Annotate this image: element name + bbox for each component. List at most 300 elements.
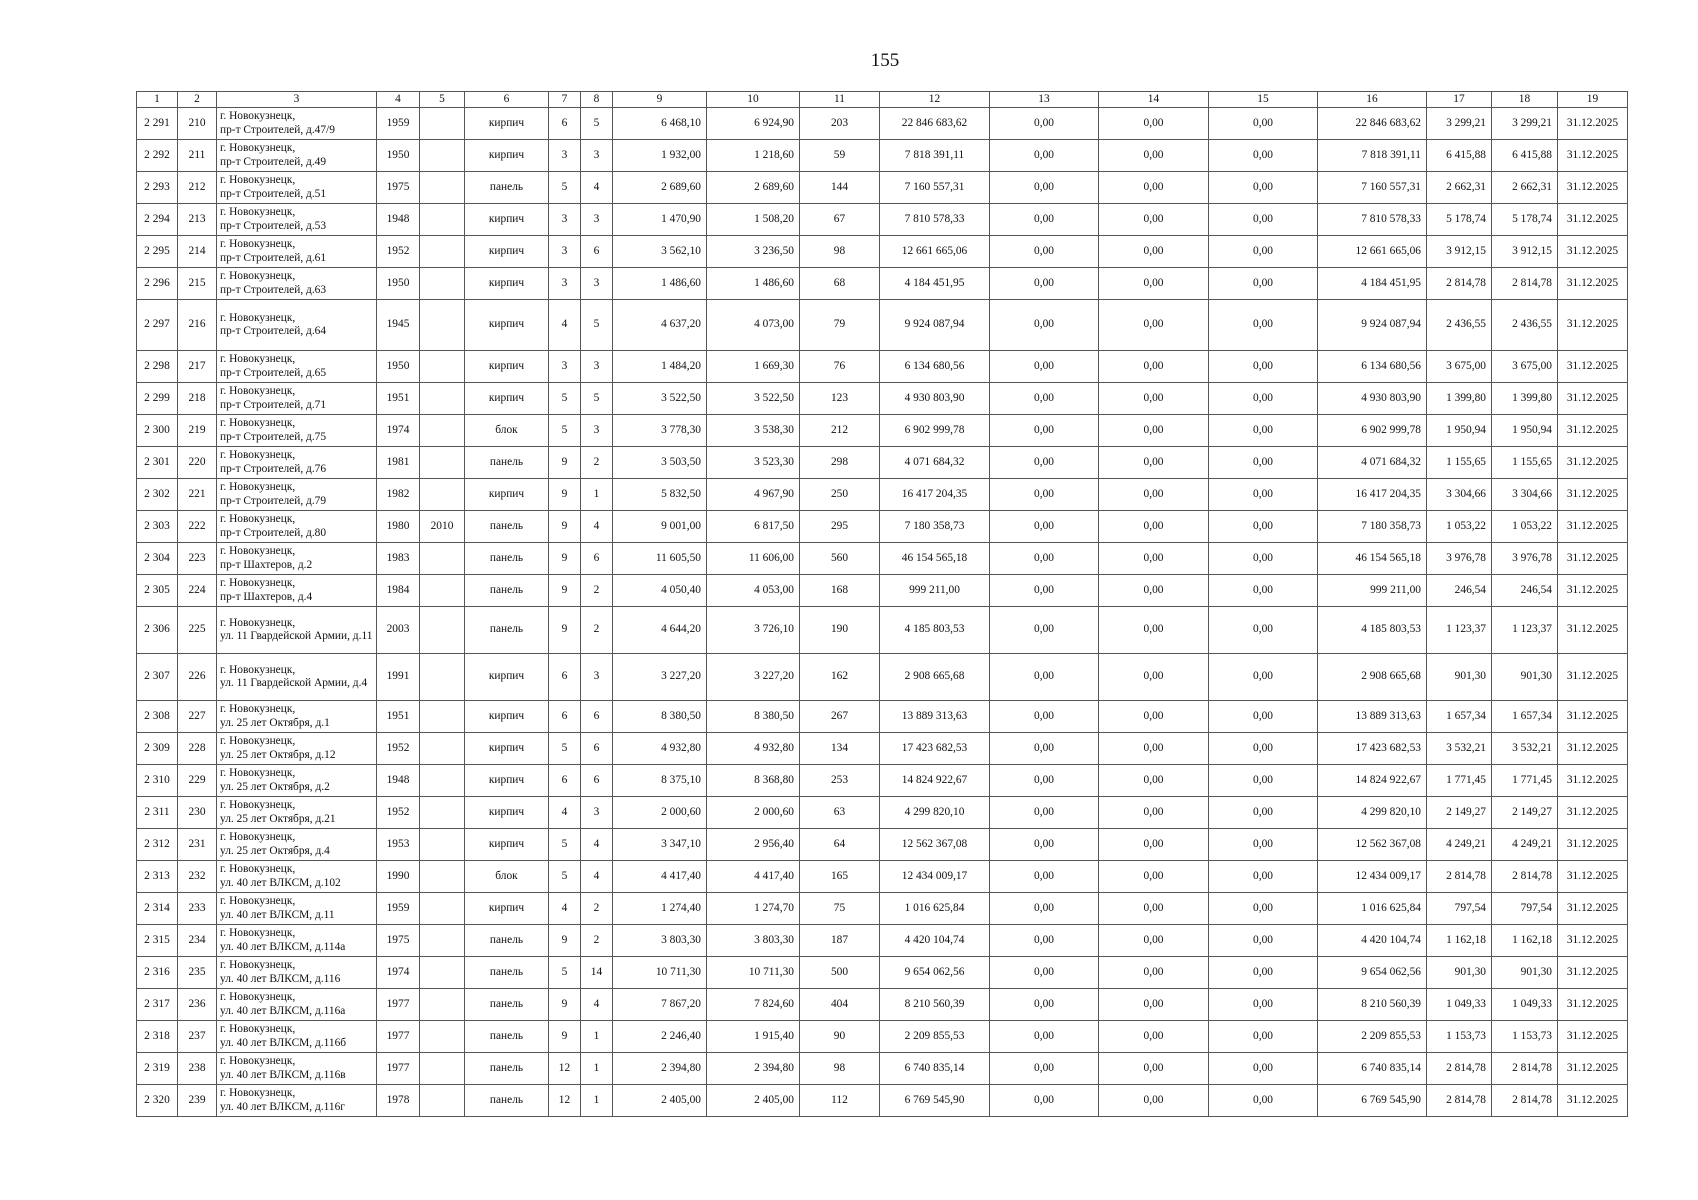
table-row — [137, 701, 1628, 733]
cell-floors: 4 — [549, 300, 581, 351]
cell-col14: 0,00 — [1099, 607, 1209, 654]
table-row — [137, 204, 1628, 236]
cell-col15: 0,00 — [1209, 861, 1318, 893]
cell-col13: 0,00 — [990, 1053, 1099, 1085]
cell-col18: 3 912,15 — [1492, 236, 1558, 268]
cell-col10: 4 932,80 — [707, 733, 800, 765]
cell-col13: 0,00 — [990, 447, 1099, 479]
cell-col17: 1 153,73 — [1427, 1021, 1492, 1053]
cell-col13: 0,00 — [990, 383, 1099, 415]
cell-floors: 6 — [549, 701, 581, 733]
address-city: г. Новокузнецк, — [220, 417, 296, 430]
table-row — [137, 607, 1628, 654]
cell-col19: 31.12.2025 — [1558, 829, 1628, 861]
cell-col15: 0,00 — [1209, 607, 1318, 654]
cell-col5 — [420, 1085, 465, 1117]
address-city: г. Новокузнецк, — [220, 110, 296, 123]
cell-col15: 0,00 — [1209, 797, 1318, 829]
cell-record-number: 2 317 — [137, 989, 178, 1021]
cell-col14: 0,00 — [1099, 351, 1209, 383]
cell-col18: 1 162,18 — [1492, 925, 1558, 957]
cell-col10: 8 380,50 — [707, 701, 800, 733]
cell-col14: 0,00 — [1099, 300, 1209, 351]
cell-col19: 31.12.2025 — [1558, 797, 1628, 829]
cell-col16: 4 185 803,53 — [1318, 607, 1427, 654]
cell-wall-material: кирпич — [465, 204, 549, 236]
cell-col10: 8 368,80 — [707, 765, 800, 797]
cell-residents: 404 — [800, 989, 880, 1021]
cell-residents: 144 — [800, 172, 880, 204]
cell-col18: 3 304,66 — [1492, 479, 1558, 511]
cell-residents: 68 — [800, 268, 880, 300]
table-row — [137, 1021, 1628, 1053]
cell-col18: 246,54 — [1492, 575, 1558, 607]
cell-col15: 0,00 — [1209, 300, 1318, 351]
cell-residents: 162 — [800, 654, 880, 701]
table-row — [137, 300, 1628, 351]
cell-record-number: 2 320 — [137, 1085, 178, 1117]
cell-col18: 2 814,78 — [1492, 1085, 1558, 1117]
cell-address — [217, 957, 377, 989]
cell-floors: 3 — [549, 268, 581, 300]
column-header: 2 — [178, 92, 217, 108]
cell-col10: 3 236,50 — [707, 236, 800, 268]
table-row — [137, 383, 1628, 415]
cell-item-number: 217 — [178, 351, 217, 383]
cell-year-built: 1953 — [377, 829, 420, 861]
table-row — [137, 733, 1628, 765]
cell-col10: 2 405,00 — [707, 1085, 800, 1117]
cell-col10: 1 218,60 — [707, 140, 800, 172]
cell-col19: 31.12.2025 — [1558, 925, 1628, 957]
cell-address — [217, 925, 377, 957]
table-row — [137, 1053, 1628, 1085]
cell-item-number: 220 — [178, 447, 217, 479]
table-row — [137, 893, 1628, 925]
cell-col9: 5 832,50 — [613, 479, 707, 511]
cell-col13: 0,00 — [990, 733, 1099, 765]
cell-col16: 6 902 999,78 — [1318, 415, 1427, 447]
cell-col10: 1 669,30 — [707, 351, 800, 383]
cell-col16: 4 299 820,10 — [1318, 797, 1427, 829]
cell-col17: 1 053,22 — [1427, 511, 1492, 543]
address-street: пр-т Строителей, д.64 — [220, 325, 327, 337]
cell-col16: 4 420 104,74 — [1318, 925, 1427, 957]
cell-year-built: 1975 — [377, 925, 420, 957]
cell-col13: 0,00 — [990, 108, 1099, 140]
cell-col16: 2 209 855,53 — [1318, 1021, 1427, 1053]
table-row — [137, 829, 1628, 861]
cell-entrances: 6 — [581, 543, 613, 575]
cell-wall-material: панель — [465, 1085, 549, 1117]
cell-col9: 7 867,20 — [613, 989, 707, 1021]
column-header: 19 — [1558, 92, 1628, 108]
cell-col18: 3 299,21 — [1492, 108, 1558, 140]
cell-col9: 6 468,10 — [613, 108, 707, 140]
cell-item-number: 216 — [178, 300, 217, 351]
cell-record-number: 2 292 — [137, 140, 178, 172]
cell-record-number: 2 299 — [137, 383, 178, 415]
cell-col9: 10 711,30 — [613, 957, 707, 989]
cell-floors: 9 — [549, 607, 581, 654]
cell-entrances: 2 — [581, 575, 613, 607]
cell-year-built: 1982 — [377, 479, 420, 511]
cell-item-number: 236 — [178, 989, 217, 1021]
cell-wall-material: панель — [465, 1021, 549, 1053]
cell-col5 — [420, 575, 465, 607]
cell-col15: 0,00 — [1209, 383, 1318, 415]
cell-address — [217, 701, 377, 733]
cell-col14: 0,00 — [1099, 108, 1209, 140]
cell-record-number: 2 306 — [137, 607, 178, 654]
cell-wall-material: панель — [465, 1053, 549, 1085]
cell-col19: 31.12.2025 — [1558, 236, 1628, 268]
cell-record-number: 2 319 — [137, 1053, 178, 1085]
cell-col18: 4 249,21 — [1492, 829, 1558, 861]
cell-col19: 31.12.2025 — [1558, 479, 1628, 511]
cell-wall-material: кирпич — [465, 140, 549, 172]
cell-col5 — [420, 236, 465, 268]
cell-col5 — [420, 989, 465, 1021]
cell-item-number: 226 — [178, 654, 217, 701]
cell-entrances: 2 — [581, 447, 613, 479]
address-street: пр-т Строителей, д.53 — [220, 219, 327, 232]
cell-residents: 64 — [800, 829, 880, 861]
cell-col15: 0,00 — [1209, 701, 1318, 733]
cell-record-number: 2 291 — [137, 108, 178, 140]
cell-col18: 797,54 — [1492, 893, 1558, 925]
address-city: г. Новокузнецк, — [220, 353, 296, 366]
cell-col5 — [420, 204, 465, 236]
cell-item-number: 214 — [178, 236, 217, 268]
address-street: ул. 11 Гвардейской Армии, д.11 — [220, 630, 373, 642]
table-row — [137, 351, 1628, 383]
cell-col12: 7 160 557,31 — [880, 172, 990, 204]
cell-col9: 3 803,30 — [613, 925, 707, 957]
cell-item-number: 235 — [178, 957, 217, 989]
cell-col9: 1 484,20 — [613, 351, 707, 383]
cell-wall-material: панель — [465, 607, 549, 654]
cell-col14: 0,00 — [1099, 1053, 1209, 1085]
cell-entrances: 14 — [581, 957, 613, 989]
cell-col12: 4 185 803,53 — [880, 607, 990, 654]
cell-year-built: 1951 — [377, 383, 420, 415]
cell-col18: 2 814,78 — [1492, 268, 1558, 300]
cell-record-number: 2 300 — [137, 415, 178, 447]
address-street: пр-т Строителей, д.76 — [220, 462, 327, 475]
cell-col19: 31.12.2025 — [1558, 893, 1628, 925]
table-row — [137, 543, 1628, 575]
cell-address — [217, 268, 377, 300]
address-street: ул. 40 лет ВЛКСМ, д.114а — [220, 940, 346, 953]
table-row — [137, 140, 1628, 172]
cell-col12: 4 930 803,90 — [880, 383, 990, 415]
cell-col14: 0,00 — [1099, 829, 1209, 861]
cell-col5 — [420, 1053, 465, 1085]
cell-col10: 11 606,00 — [707, 543, 800, 575]
address-street: пр-т Строителей, д.75 — [220, 430, 327, 443]
cell-col12: 4 420 104,74 — [880, 925, 990, 957]
cell-address — [217, 383, 377, 415]
cell-col18: 1 657,34 — [1492, 701, 1558, 733]
cell-residents: 168 — [800, 575, 880, 607]
cell-wall-material: кирпич — [465, 733, 549, 765]
cell-col14: 0,00 — [1099, 415, 1209, 447]
address-street: пр-т Строителей, д.51 — [220, 187, 327, 200]
cell-col9: 1 486,60 — [613, 268, 707, 300]
cell-col12: 9 924 087,94 — [880, 300, 990, 351]
cell-record-number: 2 307 — [137, 654, 178, 701]
cell-col19: 31.12.2025 — [1558, 300, 1628, 351]
cell-col14: 0,00 — [1099, 236, 1209, 268]
cell-entrances: 5 — [581, 300, 613, 351]
cell-address — [217, 415, 377, 447]
cell-col14: 0,00 — [1099, 654, 1209, 701]
cell-col13: 0,00 — [990, 140, 1099, 172]
cell-col18: 3 532,21 — [1492, 733, 1558, 765]
address-street: ул. 25 лет Октября, д.4 — [220, 844, 330, 857]
address-street: ул. 11 Гвардейской Армии, д.4 — [220, 677, 368, 689]
cell-col18: 1 053,22 — [1492, 511, 1558, 543]
cell-col17: 2 662,31 — [1427, 172, 1492, 204]
cell-col15: 0,00 — [1209, 1053, 1318, 1085]
cell-col9: 4 417,40 — [613, 861, 707, 893]
cell-floors: 5 — [549, 172, 581, 204]
cell-col13: 0,00 — [990, 989, 1099, 1021]
cell-col12: 2 908 665,68 — [880, 654, 990, 701]
cell-wall-material: кирпич — [465, 300, 549, 351]
column-header: 16 — [1318, 92, 1427, 108]
cell-col12: 17 423 682,53 — [880, 733, 990, 765]
address-street: пр-т Строителей, д.71 — [220, 398, 327, 411]
cell-col9: 3 522,50 — [613, 383, 707, 415]
cell-col16: 6 740 835,14 — [1318, 1053, 1427, 1085]
cell-residents: 298 — [800, 447, 880, 479]
table-row — [137, 925, 1628, 957]
cell-col5 — [420, 829, 465, 861]
table-row — [137, 1085, 1628, 1117]
cell-col12: 7 818 391,11 — [880, 140, 990, 172]
cell-col18: 2 662,31 — [1492, 172, 1558, 204]
column-header: 7 — [549, 92, 581, 108]
cell-residents: 295 — [800, 511, 880, 543]
cell-col16: 7 180 358,73 — [1318, 511, 1427, 543]
cell-item-number: 232 — [178, 861, 217, 893]
cell-col18: 3 675,00 — [1492, 351, 1558, 383]
cell-col19: 31.12.2025 — [1558, 1085, 1628, 1117]
cell-wall-material: кирпич — [465, 797, 549, 829]
column-header: 6 — [465, 92, 549, 108]
table-row — [137, 797, 1628, 829]
cell-col12: 7 180 358,73 — [880, 511, 990, 543]
cell-col5 — [420, 893, 465, 925]
cell-col17: 2 814,78 — [1427, 861, 1492, 893]
cell-col15: 0,00 — [1209, 893, 1318, 925]
cell-residents: 67 — [800, 204, 880, 236]
cell-col16: 999 211,00 — [1318, 575, 1427, 607]
cell-floors: 5 — [549, 829, 581, 861]
cell-col18: 1 155,65 — [1492, 447, 1558, 479]
address-street: пр-т Строителей, д.61 — [220, 251, 327, 264]
cell-address — [217, 733, 377, 765]
table-row — [137, 479, 1628, 511]
cell-entrances: 6 — [581, 733, 613, 765]
cell-col9: 4 932,80 — [613, 733, 707, 765]
cell-floors: 5 — [549, 733, 581, 765]
cell-col14: 0,00 — [1099, 575, 1209, 607]
cell-item-number: 234 — [178, 925, 217, 957]
cell-col10: 3 523,30 — [707, 447, 800, 479]
cell-col16: 7 810 578,33 — [1318, 204, 1427, 236]
cell-col12: 16 417 204,35 — [880, 479, 990, 511]
address-street: ул. 40 лет ВЛКСМ, д.116г — [220, 1100, 345, 1113]
cell-col13: 0,00 — [990, 415, 1099, 447]
cell-entrances: 2 — [581, 607, 613, 654]
cell-col16: 22 846 683,62 — [1318, 108, 1427, 140]
cell-residents: 212 — [800, 415, 880, 447]
cell-floors: 9 — [549, 925, 581, 957]
cell-col5 — [420, 733, 465, 765]
cell-col17: 1 162,18 — [1427, 925, 1492, 957]
cell-residents: 187 — [800, 925, 880, 957]
page-number: 155 — [870, 50, 900, 71]
cell-floors: 3 — [549, 140, 581, 172]
cell-col17: 1 657,34 — [1427, 701, 1492, 733]
cell-col14: 0,00 — [1099, 893, 1209, 925]
cell-item-number: 238 — [178, 1053, 217, 1085]
column-header: 5 — [420, 92, 465, 108]
cell-col16: 17 423 682,53 — [1318, 733, 1427, 765]
cell-col18: 1 950,94 — [1492, 415, 1558, 447]
cell-col16: 9 924 087,94 — [1318, 300, 1427, 351]
cell-residents: 98 — [800, 1053, 880, 1085]
cell-col16: 46 154 565,18 — [1318, 543, 1427, 575]
cell-col12: 4 184 451,95 — [880, 268, 990, 300]
address-city: г. Новокузнецк, — [220, 863, 296, 876]
cell-col10: 3 522,50 — [707, 383, 800, 415]
cell-record-number: 2 295 — [137, 236, 178, 268]
cell-floors: 9 — [549, 479, 581, 511]
cell-col14: 0,00 — [1099, 268, 1209, 300]
cell-entrances: 4 — [581, 829, 613, 861]
cell-col17: 3 299,21 — [1427, 108, 1492, 140]
cell-address — [217, 654, 377, 701]
cell-col12: 12 562 367,08 — [880, 829, 990, 861]
cell-wall-material: панель — [465, 172, 549, 204]
cell-address — [217, 829, 377, 861]
cell-col14: 0,00 — [1099, 204, 1209, 236]
cell-residents: 253 — [800, 765, 880, 797]
cell-col15: 0,00 — [1209, 765, 1318, 797]
cell-col13: 0,00 — [990, 925, 1099, 957]
cell-col18: 1 049,33 — [1492, 989, 1558, 1021]
cell-col15: 0,00 — [1209, 543, 1318, 575]
cell-col10: 4 417,40 — [707, 861, 800, 893]
cell-entrances: 2 — [581, 893, 613, 925]
cell-col14: 0,00 — [1099, 140, 1209, 172]
cell-record-number: 2 318 — [137, 1021, 178, 1053]
cell-entrances: 4 — [581, 172, 613, 204]
cell-col13: 0,00 — [990, 575, 1099, 607]
cell-col18: 2 436,55 — [1492, 300, 1558, 351]
header-row — [137, 92, 1628, 108]
cell-wall-material: блок — [465, 861, 549, 893]
housing-registry-table — [136, 91, 1628, 1117]
address-city: г. Новокузнецк, — [220, 927, 296, 940]
cell-col10: 3 227,20 — [707, 654, 800, 701]
cell-col14: 0,00 — [1099, 957, 1209, 989]
cell-col19: 31.12.2025 — [1558, 351, 1628, 383]
address-city: г. Новокузнецк, — [220, 616, 296, 629]
cell-entrances: 1 — [581, 1085, 613, 1117]
cell-col16: 1 016 625,84 — [1318, 893, 1427, 925]
cell-col19: 31.12.2025 — [1558, 989, 1628, 1021]
cell-col13: 0,00 — [990, 268, 1099, 300]
cell-col15: 0,00 — [1209, 957, 1318, 989]
cell-col9: 4 644,20 — [613, 607, 707, 654]
cell-col9: 3 562,10 — [613, 236, 707, 268]
cell-col16: 4 071 684,32 — [1318, 447, 1427, 479]
address-street: ул. 40 лет ВЛКСМ, д.116 — [220, 972, 341, 985]
cell-col12: 1 016 625,84 — [880, 893, 990, 925]
cell-address — [217, 479, 377, 511]
table-row — [137, 447, 1628, 479]
cell-col19: 31.12.2025 — [1558, 575, 1628, 607]
cell-year-built: 1991 — [377, 654, 420, 701]
cell-col9: 1 932,00 — [613, 140, 707, 172]
cell-residents: 560 — [800, 543, 880, 575]
cell-col18: 5 178,74 — [1492, 204, 1558, 236]
address-city: г. Новокузнецк, — [220, 663, 296, 676]
cell-col10: 4 073,00 — [707, 300, 800, 351]
cell-entrances: 1 — [581, 1053, 613, 1085]
cell-record-number: 2 309 — [137, 733, 178, 765]
column-header: 17 — [1427, 92, 1492, 108]
column-header: 10 — [707, 92, 800, 108]
cell-col12: 12 661 665,06 — [880, 236, 990, 268]
cell-item-number: 213 — [178, 204, 217, 236]
cell-col5 — [420, 268, 465, 300]
cell-year-built: 1981 — [377, 447, 420, 479]
cell-col19: 31.12.2025 — [1558, 268, 1628, 300]
cell-col14: 0,00 — [1099, 543, 1209, 575]
cell-col13: 0,00 — [990, 861, 1099, 893]
cell-col14: 0,00 — [1099, 1021, 1209, 1053]
cell-year-built: 1983 — [377, 543, 420, 575]
cell-year-built: 1948 — [377, 204, 420, 236]
address-street: пр-т Строителей, д.63 — [220, 283, 327, 296]
cell-col12: 22 846 683,62 — [880, 108, 990, 140]
cell-floors: 9 — [549, 575, 581, 607]
cell-entrances: 4 — [581, 511, 613, 543]
cell-item-number: 233 — [178, 893, 217, 925]
cell-address — [217, 765, 377, 797]
cell-col14: 0,00 — [1099, 925, 1209, 957]
cell-col15: 0,00 — [1209, 204, 1318, 236]
address-city: г. Новокузнецк, — [220, 142, 296, 155]
address-street: ул. 25 лет Октября, д.21 — [220, 812, 336, 825]
cell-address — [217, 300, 377, 351]
cell-record-number: 2 314 — [137, 893, 178, 925]
cell-col12: 46 154 565,18 — [880, 543, 990, 575]
cell-floors: 6 — [549, 654, 581, 701]
cell-item-number: 221 — [178, 479, 217, 511]
cell-year-built: 1959 — [377, 893, 420, 925]
cell-col5 — [420, 447, 465, 479]
address-city: г. Новокузнецк, — [220, 831, 296, 844]
cell-residents: 112 — [800, 1085, 880, 1117]
table-row — [137, 989, 1628, 1021]
